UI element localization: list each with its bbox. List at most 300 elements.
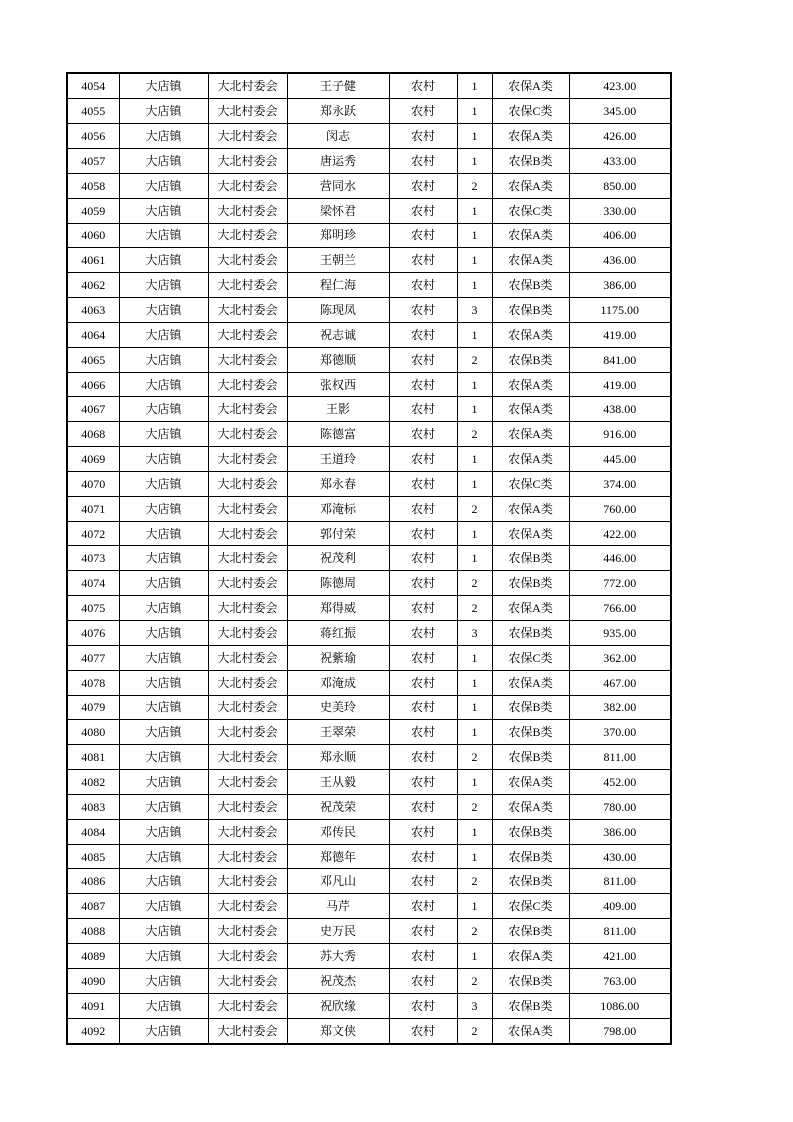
cell-residence-type: 农村 bbox=[389, 596, 457, 621]
cell-serial-number: 4085 bbox=[67, 844, 119, 869]
cell-amount: 433.00 bbox=[569, 148, 671, 173]
cell-town: 大店镇 bbox=[119, 198, 208, 223]
cell-residence-type: 农村 bbox=[389, 422, 457, 447]
cell-town: 大店镇 bbox=[119, 943, 208, 968]
cell-person-count: 2 bbox=[457, 571, 492, 596]
table-row bbox=[67, 124, 671, 149]
cell-village-committee: 大北村委会 bbox=[208, 148, 287, 173]
cell-village-committee: 大北村委会 bbox=[208, 894, 287, 919]
cell-amount: 421.00 bbox=[569, 943, 671, 968]
cell-person-count: 1 bbox=[457, 124, 492, 149]
cell-village-committee: 大北村委会 bbox=[208, 844, 287, 869]
cell-residence-type: 农村 bbox=[389, 73, 457, 99]
table-row bbox=[67, 968, 671, 993]
cell-insurance-category: 农保B类 bbox=[492, 745, 569, 770]
cell-person-count: 2 bbox=[457, 173, 492, 198]
cell-insurance-category: 农保A类 bbox=[492, 124, 569, 149]
table-row bbox=[67, 645, 671, 670]
cell-residence-type: 农村 bbox=[389, 397, 457, 422]
cell-amount: 445.00 bbox=[569, 447, 671, 472]
cell-village-committee: 大北村委会 bbox=[208, 869, 287, 894]
cell-village-committee: 大北村委会 bbox=[208, 546, 287, 571]
cell-residence-type: 农村 bbox=[389, 670, 457, 695]
cell-town: 大店镇 bbox=[119, 546, 208, 571]
cell-person-count: 2 bbox=[457, 347, 492, 372]
cell-person-name: 闵志 bbox=[287, 124, 389, 149]
cell-insurance-category: 农保B类 bbox=[492, 273, 569, 298]
cell-insurance-category: 农保A类 bbox=[492, 447, 569, 472]
cell-village-committee: 大北村委会 bbox=[208, 621, 287, 646]
cell-person-name: 邓凡山 bbox=[287, 869, 389, 894]
cell-serial-number: 4055 bbox=[67, 99, 119, 124]
cell-town: 大店镇 bbox=[119, 621, 208, 646]
cell-serial-number: 4083 bbox=[67, 794, 119, 819]
table-row bbox=[67, 571, 671, 596]
table-row bbox=[67, 223, 671, 248]
cell-person-name: 郑文侠 bbox=[287, 1018, 389, 1044]
cell-serial-number: 4064 bbox=[67, 322, 119, 347]
cell-residence-type: 农村 bbox=[389, 198, 457, 223]
cell-serial-number: 4071 bbox=[67, 496, 119, 521]
cell-person-name: 祝欣缘 bbox=[287, 993, 389, 1018]
cell-residence-type: 农村 bbox=[389, 720, 457, 745]
cell-serial-number: 4081 bbox=[67, 745, 119, 770]
table-row bbox=[67, 1018, 671, 1044]
cell-insurance-category: 农保B类 bbox=[492, 869, 569, 894]
cell-serial-number: 4091 bbox=[67, 993, 119, 1018]
table-row bbox=[67, 745, 671, 770]
cell-serial-number: 4080 bbox=[67, 720, 119, 745]
cell-amount: 1175.00 bbox=[569, 298, 671, 323]
cell-town: 大店镇 bbox=[119, 794, 208, 819]
cell-village-committee: 大北村委会 bbox=[208, 571, 287, 596]
cell-person-count: 1 bbox=[457, 770, 492, 795]
cell-town: 大店镇 bbox=[119, 770, 208, 795]
cell-insurance-category: 农保A类 bbox=[492, 670, 569, 695]
cell-serial-number: 4069 bbox=[67, 447, 119, 472]
cell-serial-number: 4077 bbox=[67, 645, 119, 670]
cell-person-count: 1 bbox=[457, 521, 492, 546]
cell-person-name: 郭付荣 bbox=[287, 521, 389, 546]
cell-serial-number: 4056 bbox=[67, 124, 119, 149]
cell-amount: 382.00 bbox=[569, 695, 671, 720]
cell-village-committee: 大北村委会 bbox=[208, 347, 287, 372]
cell-person-name: 邓淹标 bbox=[287, 496, 389, 521]
table-row bbox=[67, 298, 671, 323]
cell-serial-number: 4084 bbox=[67, 819, 119, 844]
cell-village-committee: 大北村委会 bbox=[208, 298, 287, 323]
cell-town: 大店镇 bbox=[119, 819, 208, 844]
cell-town: 大店镇 bbox=[119, 372, 208, 397]
cell-serial-number: 4061 bbox=[67, 248, 119, 273]
table-row bbox=[67, 770, 671, 795]
cell-amount: 766.00 bbox=[569, 596, 671, 621]
cell-person-count: 3 bbox=[457, 298, 492, 323]
cell-serial-number: 4072 bbox=[67, 521, 119, 546]
cell-village-committee: 大北村委会 bbox=[208, 198, 287, 223]
table-row bbox=[67, 198, 671, 223]
cell-amount: 780.00 bbox=[569, 794, 671, 819]
cell-residence-type: 农村 bbox=[389, 248, 457, 273]
cell-person-name: 营同水 bbox=[287, 173, 389, 198]
cell-amount: 760.00 bbox=[569, 496, 671, 521]
cell-person-count: 1 bbox=[457, 248, 492, 273]
cell-town: 大店镇 bbox=[119, 670, 208, 695]
table-row bbox=[67, 99, 671, 124]
cell-town: 大店镇 bbox=[119, 968, 208, 993]
cell-residence-type: 农村 bbox=[389, 770, 457, 795]
cell-person-name: 梁怀君 bbox=[287, 198, 389, 223]
cell-amount: 423.00 bbox=[569, 73, 671, 99]
cell-serial-number: 4063 bbox=[67, 298, 119, 323]
cell-person-count: 2 bbox=[457, 794, 492, 819]
cell-town: 大店镇 bbox=[119, 99, 208, 124]
cell-village-committee: 大北村委会 bbox=[208, 993, 287, 1018]
cell-serial-number: 4070 bbox=[67, 471, 119, 496]
cell-person-count: 3 bbox=[457, 621, 492, 646]
cell-insurance-category: 农保A类 bbox=[492, 521, 569, 546]
cell-amount: 935.00 bbox=[569, 621, 671, 646]
cell-person-count: 1 bbox=[457, 819, 492, 844]
table-row bbox=[67, 347, 671, 372]
cell-insurance-category: 农保A类 bbox=[492, 770, 569, 795]
cell-amount: 798.00 bbox=[569, 1018, 671, 1044]
cell-amount: 841.00 bbox=[569, 347, 671, 372]
cell-insurance-category: 农保B类 bbox=[492, 993, 569, 1018]
cell-person-name: 邓淹成 bbox=[287, 670, 389, 695]
cell-village-committee: 大北村委会 bbox=[208, 521, 287, 546]
cell-serial-number: 4089 bbox=[67, 943, 119, 968]
cell-town: 大店镇 bbox=[119, 347, 208, 372]
cell-town: 大店镇 bbox=[119, 720, 208, 745]
cell-amount: 811.00 bbox=[569, 869, 671, 894]
table-row bbox=[67, 273, 671, 298]
cell-residence-type: 农村 bbox=[389, 943, 457, 968]
table-row bbox=[67, 148, 671, 173]
table-row bbox=[67, 695, 671, 720]
cell-person-name: 陈德周 bbox=[287, 571, 389, 596]
cell-person-name: 王朝兰 bbox=[287, 248, 389, 273]
table-row bbox=[67, 919, 671, 944]
cell-person-name: 祝志诚 bbox=[287, 322, 389, 347]
cell-person-count: 1 bbox=[457, 73, 492, 99]
cell-town: 大店镇 bbox=[119, 397, 208, 422]
cell-residence-type: 农村 bbox=[389, 372, 457, 397]
cell-insurance-category: 农保A类 bbox=[492, 322, 569, 347]
cell-person-name: 王道玲 bbox=[287, 447, 389, 472]
cell-person-count: 1 bbox=[457, 397, 492, 422]
table-row bbox=[67, 596, 671, 621]
cell-insurance-category: 农保A类 bbox=[492, 943, 569, 968]
cell-person-name: 祝茂利 bbox=[287, 546, 389, 571]
cell-town: 大店镇 bbox=[119, 496, 208, 521]
cell-residence-type: 农村 bbox=[389, 99, 457, 124]
cell-insurance-category: 农保A类 bbox=[492, 422, 569, 447]
cell-serial-number: 4073 bbox=[67, 546, 119, 571]
cell-amount: 426.00 bbox=[569, 124, 671, 149]
cell-serial-number: 4058 bbox=[67, 173, 119, 198]
cell-town: 大店镇 bbox=[119, 248, 208, 273]
cell-person-count: 2 bbox=[457, 919, 492, 944]
cell-serial-number: 4078 bbox=[67, 670, 119, 695]
cell-serial-number: 4057 bbox=[67, 148, 119, 173]
cell-amount: 330.00 bbox=[569, 198, 671, 223]
cell-serial-number: 4082 bbox=[67, 770, 119, 795]
cell-person-count: 2 bbox=[457, 422, 492, 447]
cell-village-committee: 大北村委会 bbox=[208, 397, 287, 422]
cell-town: 大店镇 bbox=[119, 447, 208, 472]
cell-town: 大店镇 bbox=[119, 223, 208, 248]
cell-residence-type: 农村 bbox=[389, 869, 457, 894]
cell-amount: 386.00 bbox=[569, 819, 671, 844]
cell-amount: 406.00 bbox=[569, 223, 671, 248]
table-row bbox=[67, 471, 671, 496]
cell-amount: 467.00 bbox=[569, 670, 671, 695]
cell-serial-number: 4090 bbox=[67, 968, 119, 993]
cell-person-count: 1 bbox=[457, 894, 492, 919]
cell-person-name: 王从毅 bbox=[287, 770, 389, 795]
table-row bbox=[67, 819, 671, 844]
cell-town: 大店镇 bbox=[119, 844, 208, 869]
cell-amount: 772.00 bbox=[569, 571, 671, 596]
cell-person-count: 2 bbox=[457, 1018, 492, 1044]
cell-person-name: 程仁海 bbox=[287, 273, 389, 298]
cell-residence-type: 农村 bbox=[389, 894, 457, 919]
cell-insurance-category: 农保A类 bbox=[492, 596, 569, 621]
cell-village-committee: 大北村委会 bbox=[208, 919, 287, 944]
cell-amount: 811.00 bbox=[569, 919, 671, 944]
cell-residence-type: 农村 bbox=[389, 621, 457, 646]
cell-serial-number: 4088 bbox=[67, 919, 119, 944]
cell-residence-type: 农村 bbox=[389, 298, 457, 323]
cell-person-name: 郑得威 bbox=[287, 596, 389, 621]
cell-person-name: 王子健 bbox=[287, 73, 389, 99]
table-row bbox=[67, 447, 671, 472]
cell-residence-type: 农村 bbox=[389, 447, 457, 472]
cell-serial-number: 4092 bbox=[67, 1018, 119, 1044]
cell-residence-type: 农村 bbox=[389, 173, 457, 198]
cell-village-committee: 大北村委会 bbox=[208, 73, 287, 99]
cell-residence-type: 农村 bbox=[389, 1018, 457, 1044]
cell-village-committee: 大北村委会 bbox=[208, 496, 287, 521]
table-row bbox=[67, 720, 671, 745]
cell-insurance-category: 农保A类 bbox=[492, 794, 569, 819]
cell-insurance-category: 农保B类 bbox=[492, 695, 569, 720]
cell-serial-number: 4068 bbox=[67, 422, 119, 447]
cell-amount: 419.00 bbox=[569, 372, 671, 397]
cell-serial-number: 4087 bbox=[67, 894, 119, 919]
cell-town: 大店镇 bbox=[119, 919, 208, 944]
table-row bbox=[67, 943, 671, 968]
cell-insurance-category: 农保C类 bbox=[492, 198, 569, 223]
cell-village-committee: 大北村委会 bbox=[208, 645, 287, 670]
cell-serial-number: 4086 bbox=[67, 869, 119, 894]
cell-person-name: 邓传民 bbox=[287, 819, 389, 844]
cell-insurance-category: 农保A类 bbox=[492, 248, 569, 273]
cell-person-name: 苏大秀 bbox=[287, 943, 389, 968]
cell-amount: 811.00 bbox=[569, 745, 671, 770]
table-row bbox=[67, 322, 671, 347]
cell-village-committee: 大北村委会 bbox=[208, 223, 287, 248]
cell-residence-type: 农村 bbox=[389, 844, 457, 869]
cell-person-name: 史万民 bbox=[287, 919, 389, 944]
cell-person-name: 祝茂荣 bbox=[287, 794, 389, 819]
cell-person-name: 王影 bbox=[287, 397, 389, 422]
cell-person-count: 3 bbox=[457, 993, 492, 1018]
cell-person-name: 唐运秀 bbox=[287, 148, 389, 173]
cell-village-committee: 大北村委会 bbox=[208, 124, 287, 149]
table-row bbox=[67, 993, 671, 1018]
cell-person-count: 1 bbox=[457, 372, 492, 397]
cell-insurance-category: 农保B类 bbox=[492, 571, 569, 596]
cell-village-committee: 大北村委会 bbox=[208, 322, 287, 347]
cell-person-count: 1 bbox=[457, 695, 492, 720]
cell-residence-type: 农村 bbox=[389, 347, 457, 372]
cell-amount: 452.00 bbox=[569, 770, 671, 795]
cell-insurance-category: 农保B类 bbox=[492, 621, 569, 646]
cell-insurance-category: 农保B类 bbox=[492, 298, 569, 323]
cell-serial-number: 4059 bbox=[67, 198, 119, 223]
table-row bbox=[67, 546, 671, 571]
cell-village-committee: 大北村委会 bbox=[208, 695, 287, 720]
cell-town: 大店镇 bbox=[119, 745, 208, 770]
table-row bbox=[67, 844, 671, 869]
cell-insurance-category: 农保A类 bbox=[492, 223, 569, 248]
cell-person-name: 郑永跃 bbox=[287, 99, 389, 124]
cell-person-name: 郑永春 bbox=[287, 471, 389, 496]
cell-person-count: 2 bbox=[457, 745, 492, 770]
cell-town: 大店镇 bbox=[119, 173, 208, 198]
cell-person-name: 郑德顺 bbox=[287, 347, 389, 372]
cell-amount: 916.00 bbox=[569, 422, 671, 447]
cell-residence-type: 农村 bbox=[389, 993, 457, 1018]
cell-amount: 850.00 bbox=[569, 173, 671, 198]
cell-person-count: 1 bbox=[457, 99, 492, 124]
cell-person-count: 1 bbox=[457, 148, 492, 173]
cell-residence-type: 农村 bbox=[389, 471, 457, 496]
cell-village-committee: 大北村委会 bbox=[208, 770, 287, 795]
table-row bbox=[67, 496, 671, 521]
cell-residence-type: 农村 bbox=[389, 571, 457, 596]
cell-insurance-category: 农保C类 bbox=[492, 471, 569, 496]
cell-person-name: 祝茂杰 bbox=[287, 968, 389, 993]
cell-village-committee: 大北村委会 bbox=[208, 1018, 287, 1044]
table-row bbox=[67, 397, 671, 422]
cell-village-committee: 大北村委会 bbox=[208, 447, 287, 472]
cell-village-committee: 大北村委会 bbox=[208, 173, 287, 198]
cell-residence-type: 农村 bbox=[389, 496, 457, 521]
cell-town: 大店镇 bbox=[119, 1018, 208, 1044]
cell-amount: 374.00 bbox=[569, 471, 671, 496]
cell-insurance-category: 农保A类 bbox=[492, 397, 569, 422]
cell-serial-number: 4060 bbox=[67, 223, 119, 248]
cell-insurance-category: 农保A类 bbox=[492, 173, 569, 198]
table-row bbox=[67, 248, 671, 273]
cell-amount: 362.00 bbox=[569, 645, 671, 670]
cell-serial-number: 4075 bbox=[67, 596, 119, 621]
cell-person-count: 2 bbox=[457, 496, 492, 521]
cell-town: 大店镇 bbox=[119, 521, 208, 546]
cell-amount: 345.00 bbox=[569, 99, 671, 124]
cell-insurance-category: 农保B类 bbox=[492, 720, 569, 745]
cell-insurance-category: 农保B类 bbox=[492, 819, 569, 844]
cell-person-name: 史美玲 bbox=[287, 695, 389, 720]
cell-village-committee: 大北村委会 bbox=[208, 670, 287, 695]
cell-residence-type: 农村 bbox=[389, 645, 457, 670]
cell-village-committee: 大北村委会 bbox=[208, 819, 287, 844]
cell-town: 大店镇 bbox=[119, 571, 208, 596]
cell-town: 大店镇 bbox=[119, 993, 208, 1018]
cell-residence-type: 农村 bbox=[389, 968, 457, 993]
cell-amount: 763.00 bbox=[569, 968, 671, 993]
cell-amount: 422.00 bbox=[569, 521, 671, 546]
cell-village-committee: 大北村委会 bbox=[208, 99, 287, 124]
table-row bbox=[67, 894, 671, 919]
cell-village-committee: 大北村委会 bbox=[208, 745, 287, 770]
cell-person-count: 1 bbox=[457, 670, 492, 695]
cell-residence-type: 农村 bbox=[389, 546, 457, 571]
table-row bbox=[67, 422, 671, 447]
cell-serial-number: 4074 bbox=[67, 571, 119, 596]
cell-serial-number: 4079 bbox=[67, 695, 119, 720]
cell-village-committee: 大北村委会 bbox=[208, 968, 287, 993]
cell-residence-type: 农村 bbox=[389, 745, 457, 770]
cell-person-name: 郑明珍 bbox=[287, 223, 389, 248]
cell-person-count: 2 bbox=[457, 596, 492, 621]
cell-person-count: 1 bbox=[457, 844, 492, 869]
cell-residence-type: 农村 bbox=[389, 794, 457, 819]
cell-amount: 446.00 bbox=[569, 546, 671, 571]
cell-village-committee: 大北村委会 bbox=[208, 372, 287, 397]
cell-amount: 430.00 bbox=[569, 844, 671, 869]
cell-town: 大店镇 bbox=[119, 471, 208, 496]
cell-person-name: 郑德年 bbox=[287, 844, 389, 869]
cell-village-committee: 大北村委会 bbox=[208, 943, 287, 968]
cell-town: 大店镇 bbox=[119, 645, 208, 670]
cell-town: 大店镇 bbox=[119, 596, 208, 621]
cell-person-count: 1 bbox=[457, 198, 492, 223]
cell-person-count: 1 bbox=[457, 645, 492, 670]
cell-person-count: 1 bbox=[457, 273, 492, 298]
cell-town: 大店镇 bbox=[119, 869, 208, 894]
cell-insurance-category: 农保C类 bbox=[492, 645, 569, 670]
cell-residence-type: 农村 bbox=[389, 322, 457, 347]
table-row bbox=[67, 73, 671, 99]
table-row bbox=[67, 621, 671, 646]
cell-town: 大店镇 bbox=[119, 894, 208, 919]
cell-amount: 1086.00 bbox=[569, 993, 671, 1018]
cell-residence-type: 农村 bbox=[389, 273, 457, 298]
cell-village-committee: 大北村委会 bbox=[208, 248, 287, 273]
cell-person-count: 1 bbox=[457, 471, 492, 496]
cell-person-count: 2 bbox=[457, 968, 492, 993]
cell-person-count: 2 bbox=[457, 869, 492, 894]
cell-insurance-category: 农保C类 bbox=[492, 99, 569, 124]
cell-person-name: 郑永顺 bbox=[287, 745, 389, 770]
table-row bbox=[67, 173, 671, 198]
cell-village-committee: 大北村委会 bbox=[208, 596, 287, 621]
cell-person-count: 1 bbox=[457, 447, 492, 472]
cell-insurance-category: 农保B类 bbox=[492, 347, 569, 372]
insurance-records-table bbox=[66, 72, 672, 1045]
cell-town: 大店镇 bbox=[119, 124, 208, 149]
cell-person-count: 1 bbox=[457, 322, 492, 347]
cell-insurance-category: 农保A类 bbox=[492, 372, 569, 397]
cell-residence-type: 农村 bbox=[389, 148, 457, 173]
table-body bbox=[67, 73, 671, 1044]
cell-serial-number: 4065 bbox=[67, 347, 119, 372]
cell-town: 大店镇 bbox=[119, 148, 208, 173]
